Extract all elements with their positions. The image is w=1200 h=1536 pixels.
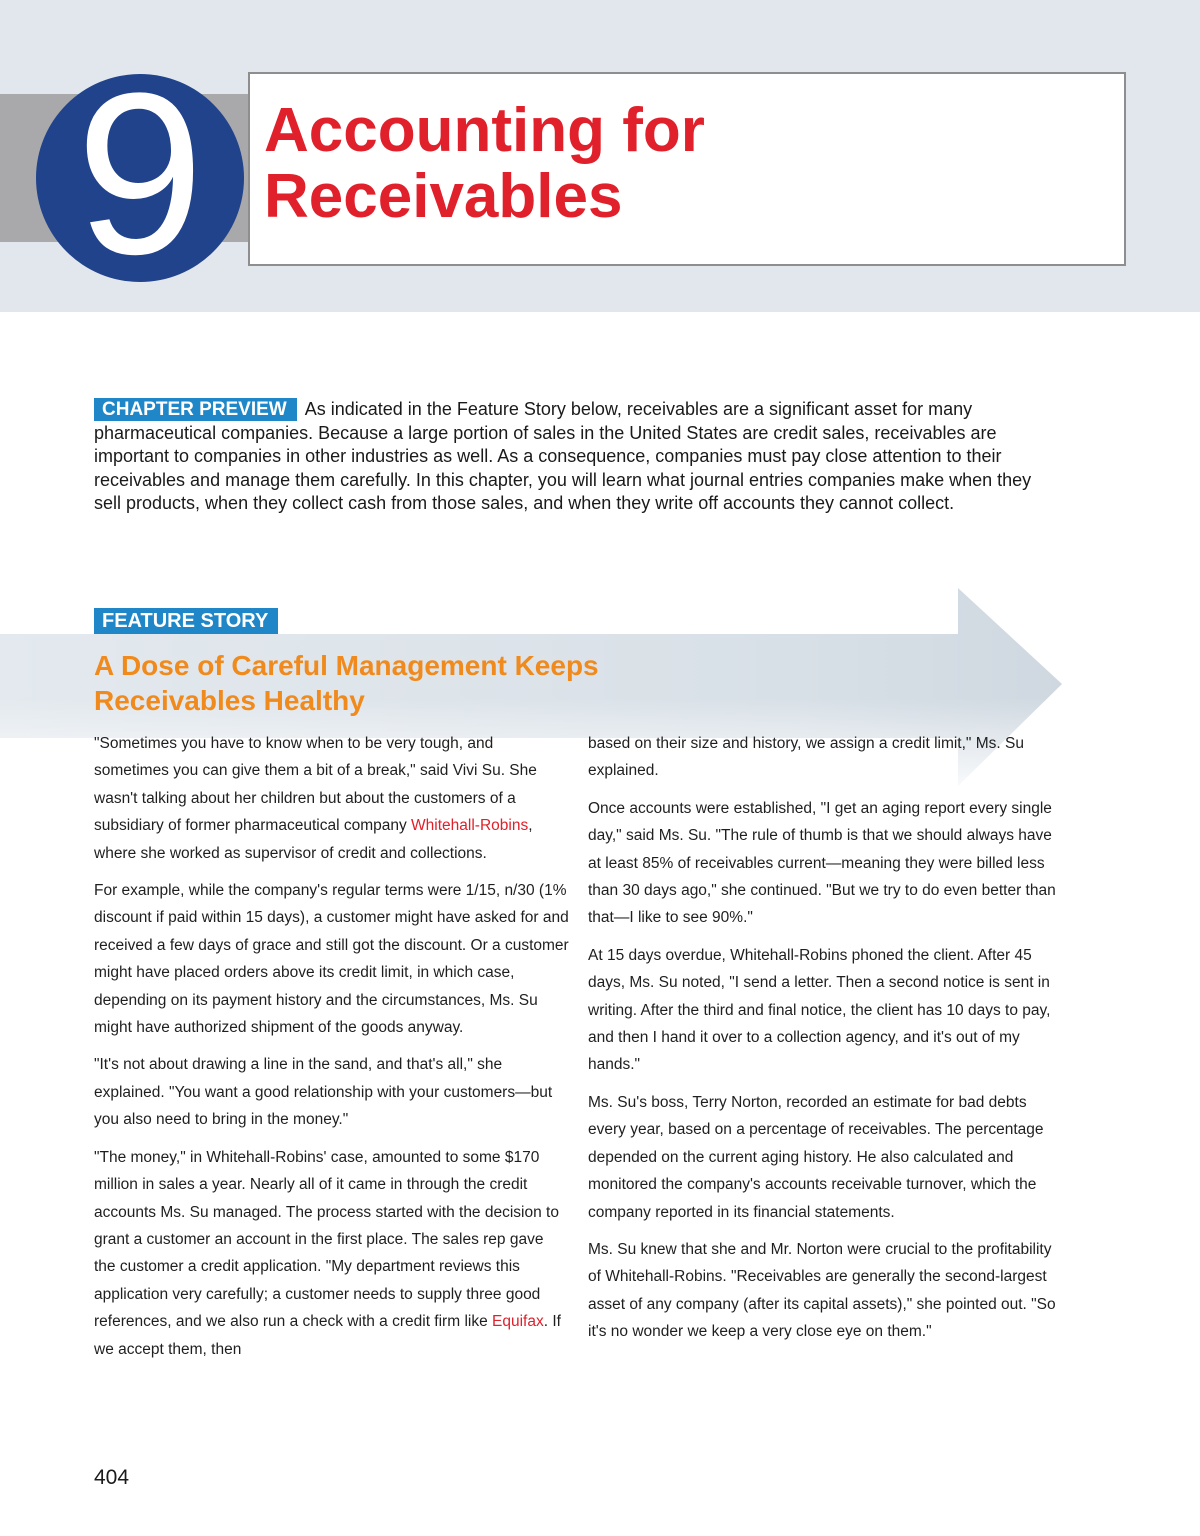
chapter-title-line-1: Accounting for (264, 96, 705, 165)
paragraph: Ms. Su's boss, Terry Norton, recorded an estimate for bad debts every year, based on a percentage of receivables. The percentage depended on the current aging history. He also calculated and monitored the company's accounts receivable turnover, which the company reported in its financial statements. (588, 1093, 1044, 1221)
chapter-preview-tag: CHAPTER PREVIEW (94, 398, 297, 421)
feature-title-line-1: A Dose of Careful Management Keeps (94, 650, 599, 681)
chapter-title-box (248, 72, 1126, 266)
feature-title-line-2: Receivables Healthy (94, 685, 365, 716)
paragraph-text: . If we accept them, then (94, 1313, 561, 1358)
feature-story-tag: FEATURE STORY (94, 608, 278, 634)
paragraph: "It's not about drawing a line in the sand, and that's all," she explained. "You want a good relationship with your customers—but you also need to bring in the money." (94, 1056, 553, 1129)
paragraph: For example, while the company's regular terms were 1/15, n/30 (1% discount if paid within 15 days), a customer might have asked for and received a few days of grace and still got the discount. Or a customer might have placed orders above its credit limit, in which case, depending on its payment history and the circumstances, Ms. Su might have authorized shipment of the goods anyway. (94, 882, 569, 1037)
paragraph-text: "The money," in Whitehall-Robins' case, amounted to some $170 million in sales a year. Nearly all of it came in through the credit accounts Ms. Su managed. The process started with the decision to grant a customer an account in the first place. The sales rep gave the customer a credit application. "My department reviews this application very carefully; a customer needs to supply three good references, and we also run a check with a credit firm like (94, 1148, 559, 1331)
paragraph: Once accounts were established, "I get an aging report every single day," said Ms. Su. "The rule of thumb is that we should always have at least 85% of receivables current—meaning they were billed less than 30 days ago," she continued. "But we try to do even better than that—I like to see 90%." (588, 799, 1056, 927)
page-number: 404 (94, 1466, 130, 1489)
paragraph-text: , where she worked as supervisor of credit and collections. (94, 817, 533, 862)
chapter-number: 9 (76, 45, 204, 302)
chapter-number-badge (36, 45, 244, 302)
paragraph: At 15 days overdue, Whitehall-Robins phoned the client. After 45 days, Ms. Su noted, "I send a letter. Then a second notice is sent in writing. After the third and final notice, the client has 10 days to pay, and then I hand it over to a collection agency, and it's out of my hands." (588, 946, 1051, 1074)
chapter-title (264, 98, 705, 230)
paragraph: Ms. Su knew that she and Mr. Norton were crucial to the profitability of Whitehall-Robins. "Receivables are generally the second-largest asset of any company (after its capital assets)," she pointed out. "So it's no wonder we keep a very close eye on them." (588, 1240, 1056, 1341)
whitehall-robins-link[interactable]: Whitehall-Robins (411, 817, 529, 835)
paragraph: based on their size and history, we assign a credit limit," Ms. Su explained. (588, 735, 1024, 780)
paragraph (94, 1144, 569, 1363)
chapter-title-line-2: Receivables (264, 162, 623, 231)
chapter-preview-text: As indicated in the Feature Story below, receivables are a significant asset for many pharmaceutical companies. Because a large portion of sales in the United States are credit sales, receivables are important to companies in other industries as well. As a consequence, companies must pay close attention to their receivables and manage them carefully. In this chapter, you will learn what journal entries companies make when they sell products, when they collect cash from those sales, and when they write off accounts they cannot collect. (94, 399, 1032, 513)
feature-story-right-column (588, 730, 1066, 1356)
feature-story-title (94, 648, 894, 718)
equifax-link[interactable]: Equifax (492, 1313, 544, 1331)
paragraph (94, 730, 569, 867)
paragraph-text: "Sometimes you have to know when to be very tough, and sometimes you can give them a bit of a break," said Vivi Su. She wasn't talking about her children but about the customers of a subsidiary of former pharmaceutical company (94, 735, 537, 835)
chapter-preview (94, 398, 1054, 516)
feature-story-left-column (94, 730, 569, 1373)
